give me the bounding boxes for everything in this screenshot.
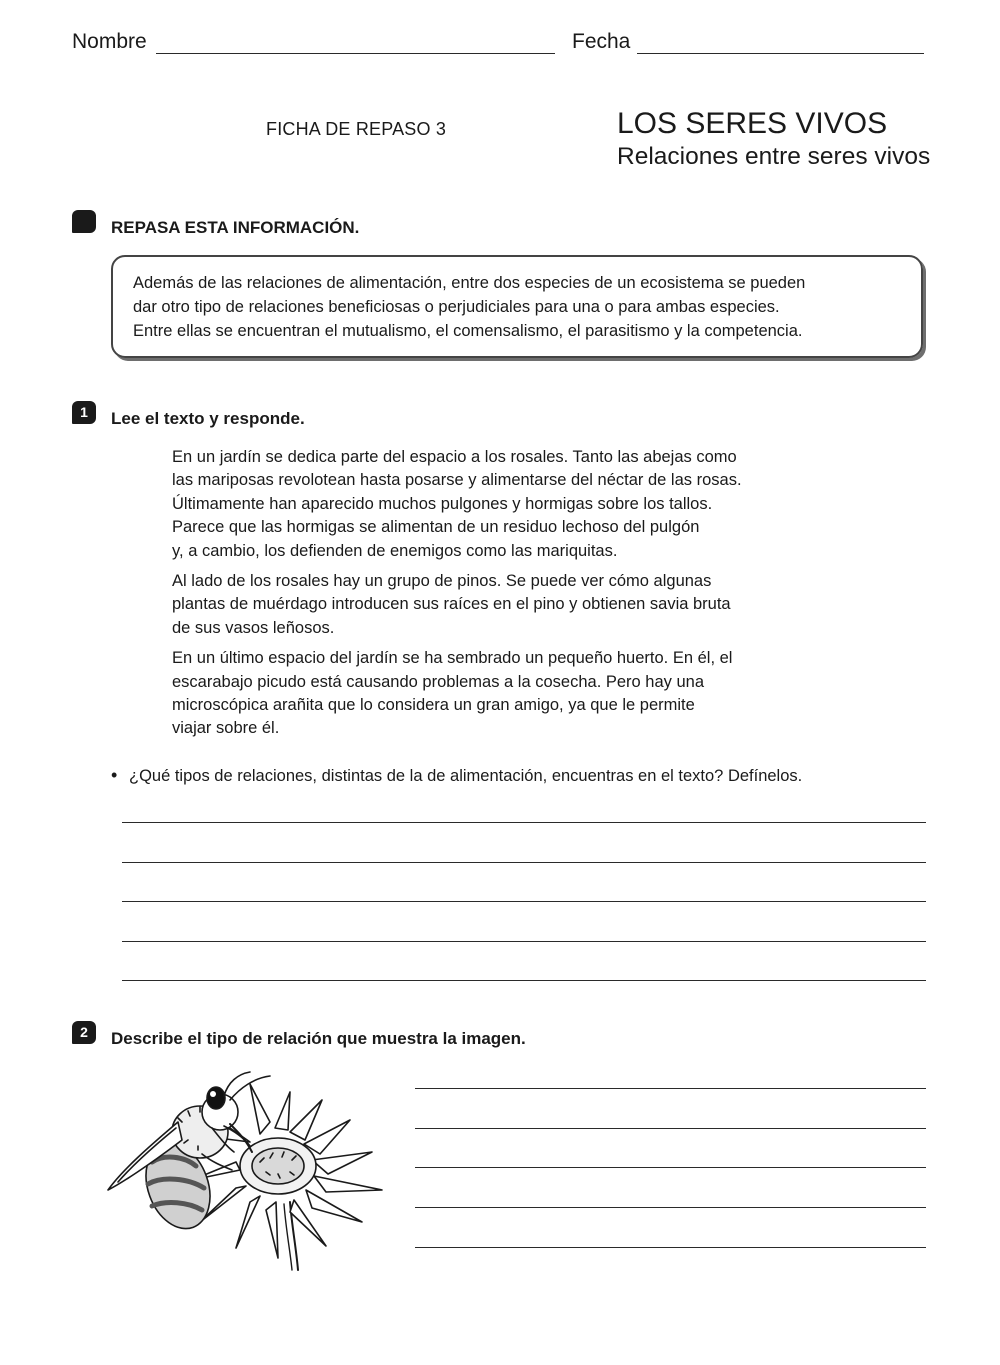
- answer-line-2[interactable]: [122, 862, 926, 863]
- exercise-1-badge: 1: [72, 401, 96, 424]
- reading-line: microscópica arañita que lo considera un gran amigo, ya que le permite: [172, 696, 695, 715]
- exercise-1-question: ¿Qué tipos de relaciones, distintas de la de alimentación, encuentras en el texto? Defínelos.: [129, 767, 803, 785]
- reading-paragraph-3: [172, 647, 812, 741]
- page-subtitle: Relaciones entre seres vivos: [617, 143, 931, 170]
- name-label: Nombre: [72, 30, 147, 53]
- exercise-2-badge: 2: [72, 1021, 96, 1044]
- date-field-line[interactable]: [637, 53, 924, 54]
- info-line: Además de las relaciones de alimentación, entre dos especies de un ecosistema se pueden: [133, 274, 806, 292]
- date-label: Fecha: [572, 30, 631, 53]
- reading-line: Al lado de los rosales hay un grupo de pinos. Se puede ver cómo algunas: [172, 572, 712, 591]
- reading-line: Últimamente han aparecido muchos pulgones y hormigas sobre los tallos.: [172, 494, 713, 513]
- image-answer-line-1[interactable]: [415, 1088, 926, 1089]
- answer-line-1[interactable]: [122, 822, 926, 823]
- image-answer-line-3[interactable]: [415, 1167, 926, 1168]
- reading-line: plantas de muérdago introducen sus raíces en el pino y obtienen savia bruta: [172, 595, 731, 614]
- answer-line-4[interactable]: [122, 941, 926, 942]
- info-box: [111, 255, 923, 358]
- reading-line: escarabajo picudo está causando problemas a la cosecha. Pero hay una: [172, 672, 705, 691]
- review-heading: REPASA ESTA INFORMACIÓN.: [111, 218, 360, 237]
- reading-paragraph-2: [172, 570, 812, 640]
- info-line: Entre ellas se encuentran el mutualismo, el comensalismo, el parasitismo y la competencia.: [133, 322, 803, 340]
- image-answer-line-5[interactable]: [415, 1247, 926, 1248]
- reading-text: [172, 446, 812, 748]
- review-badge-icon: [72, 210, 96, 233]
- exercise-2-heading: Describe el tipo de relación que muestra la imagen.: [111, 1029, 526, 1048]
- reading-line: viajar sobre él.: [172, 719, 280, 738]
- answer-line-3[interactable]: [122, 901, 926, 902]
- image-answer-line-2[interactable]: [415, 1128, 926, 1129]
- page-title: LOS SERES VIVOS: [617, 107, 888, 140]
- image-answer-line-4[interactable]: [415, 1207, 926, 1208]
- bee-on-flower-illustration: [100, 1062, 390, 1274]
- reading-line: de sus vasos leñosos.: [172, 618, 335, 637]
- reading-line: y, a cambio, los defienden de enemigos como las mariquitas.: [172, 541, 618, 560]
- reading-line: En un jardín se dedica parte del espacio a los rosales. Tanto las abejas como: [172, 448, 737, 466]
- info-line: dar otro tipo de relaciones beneficiosas o perjudiciales para una o para ambas especies.: [133, 298, 780, 316]
- exercise-1-heading: Lee el texto y responde.: [111, 409, 305, 428]
- answer-line-5[interactable]: [122, 980, 926, 981]
- reading-line: En un último espacio del jardín se ha sembrado un pequeño huerto. En él, el: [172, 649, 733, 668]
- reading-line: Parece que las hormigas se alimentan de un residuo lechoso del pulgón: [172, 518, 700, 537]
- bullet-icon: •: [111, 765, 118, 785]
- reading-line: las mariposas revolotean hasta posarse y alimentarse del néctar de las rosas.: [172, 471, 742, 490]
- reading-paragraph-1: [172, 446, 812, 563]
- sheet-label: FICHA DE REPASO 3: [266, 119, 447, 139]
- name-field-line[interactable]: [156, 53, 555, 54]
